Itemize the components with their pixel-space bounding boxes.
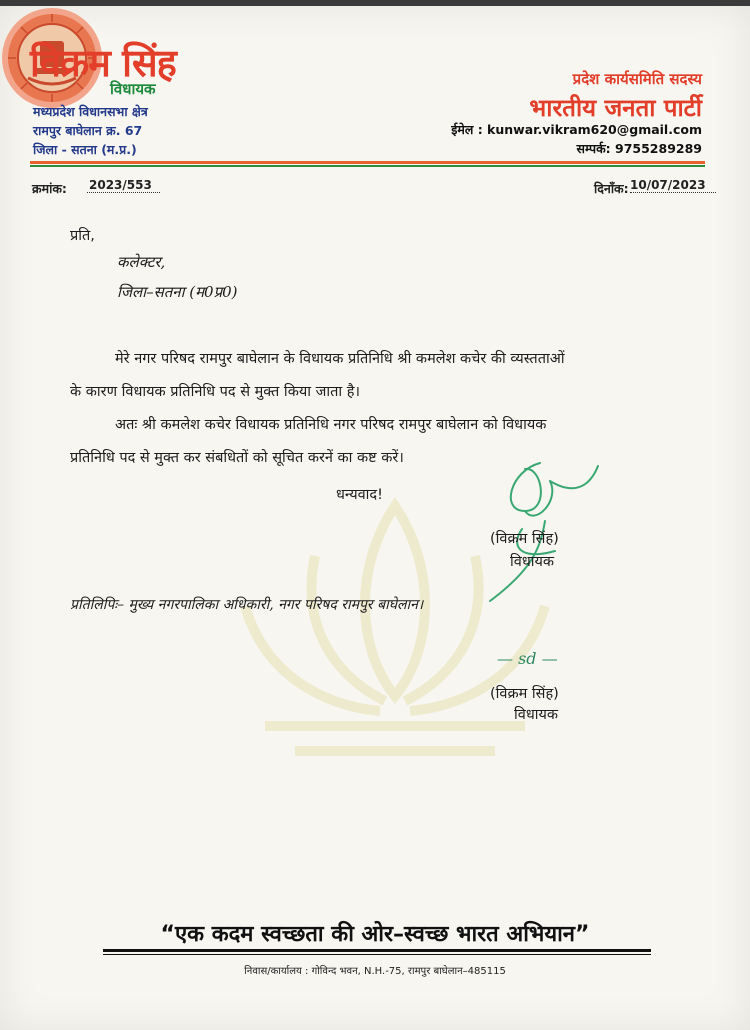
- header-divider: [30, 161, 705, 164]
- copy-signatory-name: (विक्रम सिंह): [490, 686, 559, 702]
- body-line: के कारण विधायक प्रतिनिधि पद से मुक्त किया जाता है।: [70, 384, 360, 400]
- swachh-bharat-slogan: “एक कदम स्वच्छता की ओर–स्वच्छ भारत अभियान”: [160, 922, 590, 947]
- copy-to-text: प्रतिलिपिः– मुख्य नगरपालिका अधिकारी, नगर परिषद रामपुर बाघेलान।: [70, 597, 424, 613]
- constituency-line: जिला - सतना (म.प्र.): [33, 142, 137, 157]
- reference-number: 2023/553: [87, 178, 160, 193]
- phone-contact[interactable]: सम्पर्क: 9755289289: [576, 141, 702, 156]
- reference-label: क्रमांक:: [32, 181, 67, 196]
- thanks-text: धन्यवाद!: [336, 487, 383, 503]
- signatory-designation: विधायक: [510, 554, 555, 570]
- footer-divider: [103, 949, 651, 952]
- constituency-line: रामपुर बाघेलान क्र. 67: [33, 123, 143, 138]
- party-name: भारतीय जनता पार्टी: [529, 93, 702, 122]
- body-line: प्रतिनिधि पद से मुक्त कर संबधितों को सूचित करनें का कष्ट करें।: [70, 450, 404, 466]
- sd-mark-text: sd: [518, 649, 537, 668]
- party-role: प्रदेश कार्यसमिति सदस्य: [572, 70, 702, 88]
- date-label: दिनाँक:: [594, 181, 629, 196]
- letter-page: [0, 6, 750, 1030]
- signatory-name: (विक्रम सिंह): [490, 531, 559, 547]
- body-line: मेरे नगर परिषद रामपुर बाघेलान के विधायक प्रतिनिधि श्री कमलेश कचेर की व्यस्तताओं: [115, 351, 565, 367]
- mla-name: विक्रम सिंह: [30, 40, 176, 85]
- header-divider: [30, 165, 705, 167]
- recipient-line: जिला–सतना (म0प्र0): [117, 283, 238, 301]
- email-contact[interactable]: ईमेल : kunwar.vikram620@gmail.com: [451, 122, 702, 137]
- recipient-line: कलेक्टर,: [117, 253, 166, 271]
- mla-designation: विधायक: [110, 80, 156, 98]
- date-value: 10/07/2023: [630, 178, 716, 193]
- footer-address: निवास/कार्यालय : गोविन्द भवन, N.H.-75, रामपुर बाघेलान–485115: [244, 966, 506, 977]
- footer-divider: [103, 954, 651, 955]
- sd-mark: — sd —: [497, 649, 558, 668]
- copy-signatory-designation: विधायक: [514, 707, 559, 723]
- to-label: प्रति,: [70, 228, 95, 244]
- constituency-line: मध्यप्रदेश विधानसभा क्षेत्र: [33, 104, 148, 119]
- body-line: अतः श्री कमलेश कचेर विधायक प्रतिनिधि नगर परिषद रामपुर बाघेलान को विधायक: [115, 417, 547, 433]
